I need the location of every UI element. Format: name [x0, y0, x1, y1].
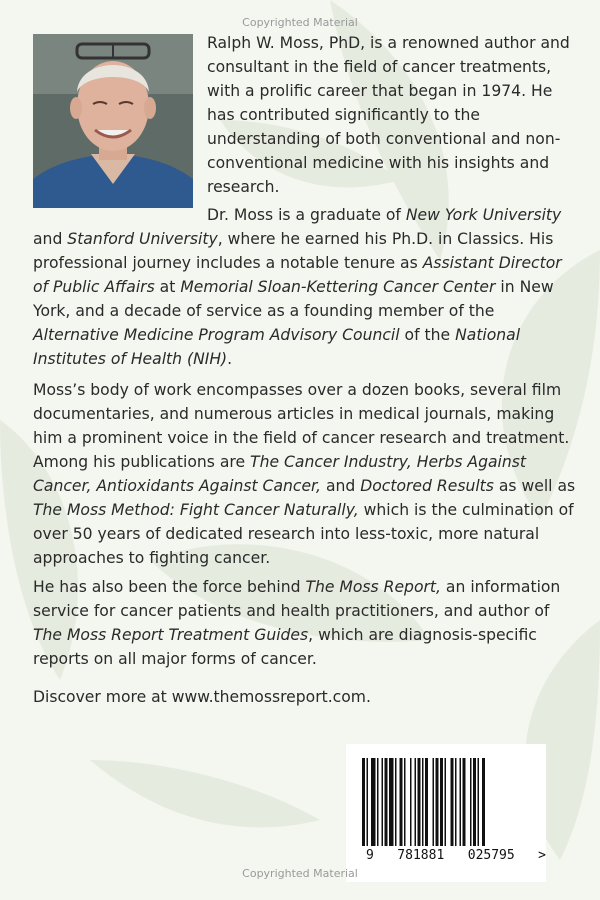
- barcode-bar: [410, 758, 412, 846]
- italic-title: Assistant Director of Public Affairs: [33, 254, 562, 296]
- isbn-barcode: [346, 744, 546, 882]
- italic-title: The Moss Report Treatment Guides: [33, 626, 309, 644]
- barcode-bar: [422, 758, 424, 846]
- barcode-bar: [385, 758, 388, 846]
- barcode-bar: [362, 758, 365, 846]
- italic-title: The Cancer Industry, Herbs Against Cancer, Antioxidants Against Cancer,: [33, 453, 526, 495]
- barcode-bar: [473, 758, 476, 846]
- text-run: , which are diagnosis-specific reports on all major forms of cancer.: [33, 626, 537, 668]
- watermark-top: Copyrighted Material: [242, 16, 358, 29]
- text-run: Moss’s body of work encompasses over a dozen books, several film documentaries, and numerous articles in medical journals, making him a prominent voice in the field of cancer research and treatment. Among his publications are: [33, 381, 570, 471]
- barcode-bar: [425, 758, 428, 846]
- watermark-bottom: Copyrighted Material: [242, 867, 358, 880]
- barcode-bar: [415, 758, 417, 846]
- barcode-bar: [418, 758, 421, 846]
- bio-paragraph-3: [33, 378, 578, 570]
- barcode-bar: [371, 758, 376, 846]
- text-run: at: [154, 278, 181, 296]
- barcode-bar: [436, 758, 439, 846]
- barcode-bar: [433, 758, 435, 846]
- barcode-bar: [460, 758, 462, 846]
- italic-title: Doctored Results: [360, 477, 494, 495]
- italic-title: Alternative Medicine Program Advisory Council: [33, 326, 400, 344]
- bio-paragraph-4: [33, 575, 578, 671]
- barcode-bar: [482, 758, 485, 846]
- italic-title: National Institutes of Health (NIH): [33, 326, 521, 368]
- italic-title: The Moss Method: Fight Cancer Naturally,: [33, 501, 359, 519]
- barcode-bar: [404, 758, 406, 846]
- barcode-bar: [445, 758, 447, 846]
- barcode-bar: [455, 758, 457, 846]
- barcode-bar: [389, 758, 394, 846]
- text-run: and: [33, 230, 68, 248]
- bio-paragraph-1: Ralph W. Moss, PhD, is a renowned author and consultant in the field of cancer treatments, with a prolific career that began in 1974. He has contributed significantly to the understanding of both conventional and non-conventional medicine with his insights and research.: [207, 34, 570, 196]
- barcode-bar: [478, 758, 480, 846]
- barcode-bar: [400, 758, 403, 846]
- barcode-bars: [362, 758, 532, 848]
- barcode-bar: [440, 758, 443, 846]
- text-run: of the: [399, 326, 456, 344]
- text-run: in New York, and a decade of service as a founding member of the: [33, 278, 554, 320]
- text-run: , where he earned his Ph.D. in Classics. His professional journey includes a notable tenure as: [33, 230, 554, 272]
- barcode-bar: [463, 758, 466, 846]
- text-run: as well as: [493, 477, 576, 495]
- barcode-bar: [382, 758, 384, 846]
- barcode-bar: [451, 758, 454, 846]
- text-run: which is the culmination of over 50 years of dedicated research into less-toxic, more natural approaches to fighting cancer.: [33, 501, 574, 567]
- text-run: and: [320, 477, 361, 495]
- italic-title: Memorial Sloan-Kettering Cancer Center: [180, 278, 496, 296]
- author-photo: [33, 34, 193, 208]
- italic-title: The Moss Report,: [305, 578, 441, 596]
- barcode-bar: [395, 758, 397, 846]
- text-run: He has also been the force behind: [33, 578, 306, 596]
- isbn-digits: 9 781881 025795 >: [366, 848, 547, 863]
- text-run: .: [227, 350, 233, 368]
- barcode-bar: [470, 758, 472, 846]
- text-run: an information service for cancer patients and health practitioners, and author of: [33, 578, 561, 620]
- website-line: Discover more at www.themossreport.com.: [33, 688, 371, 706]
- italic-title: New York University: [405, 206, 562, 224]
- italic-title: Stanford University: [67, 230, 218, 248]
- barcode-bar: [367, 758, 369, 846]
- bio-paragraph-2: [33, 203, 578, 371]
- text-run: Dr. Moss is a graduate of: [207, 206, 406, 224]
- barcode-bar: [377, 758, 379, 846]
